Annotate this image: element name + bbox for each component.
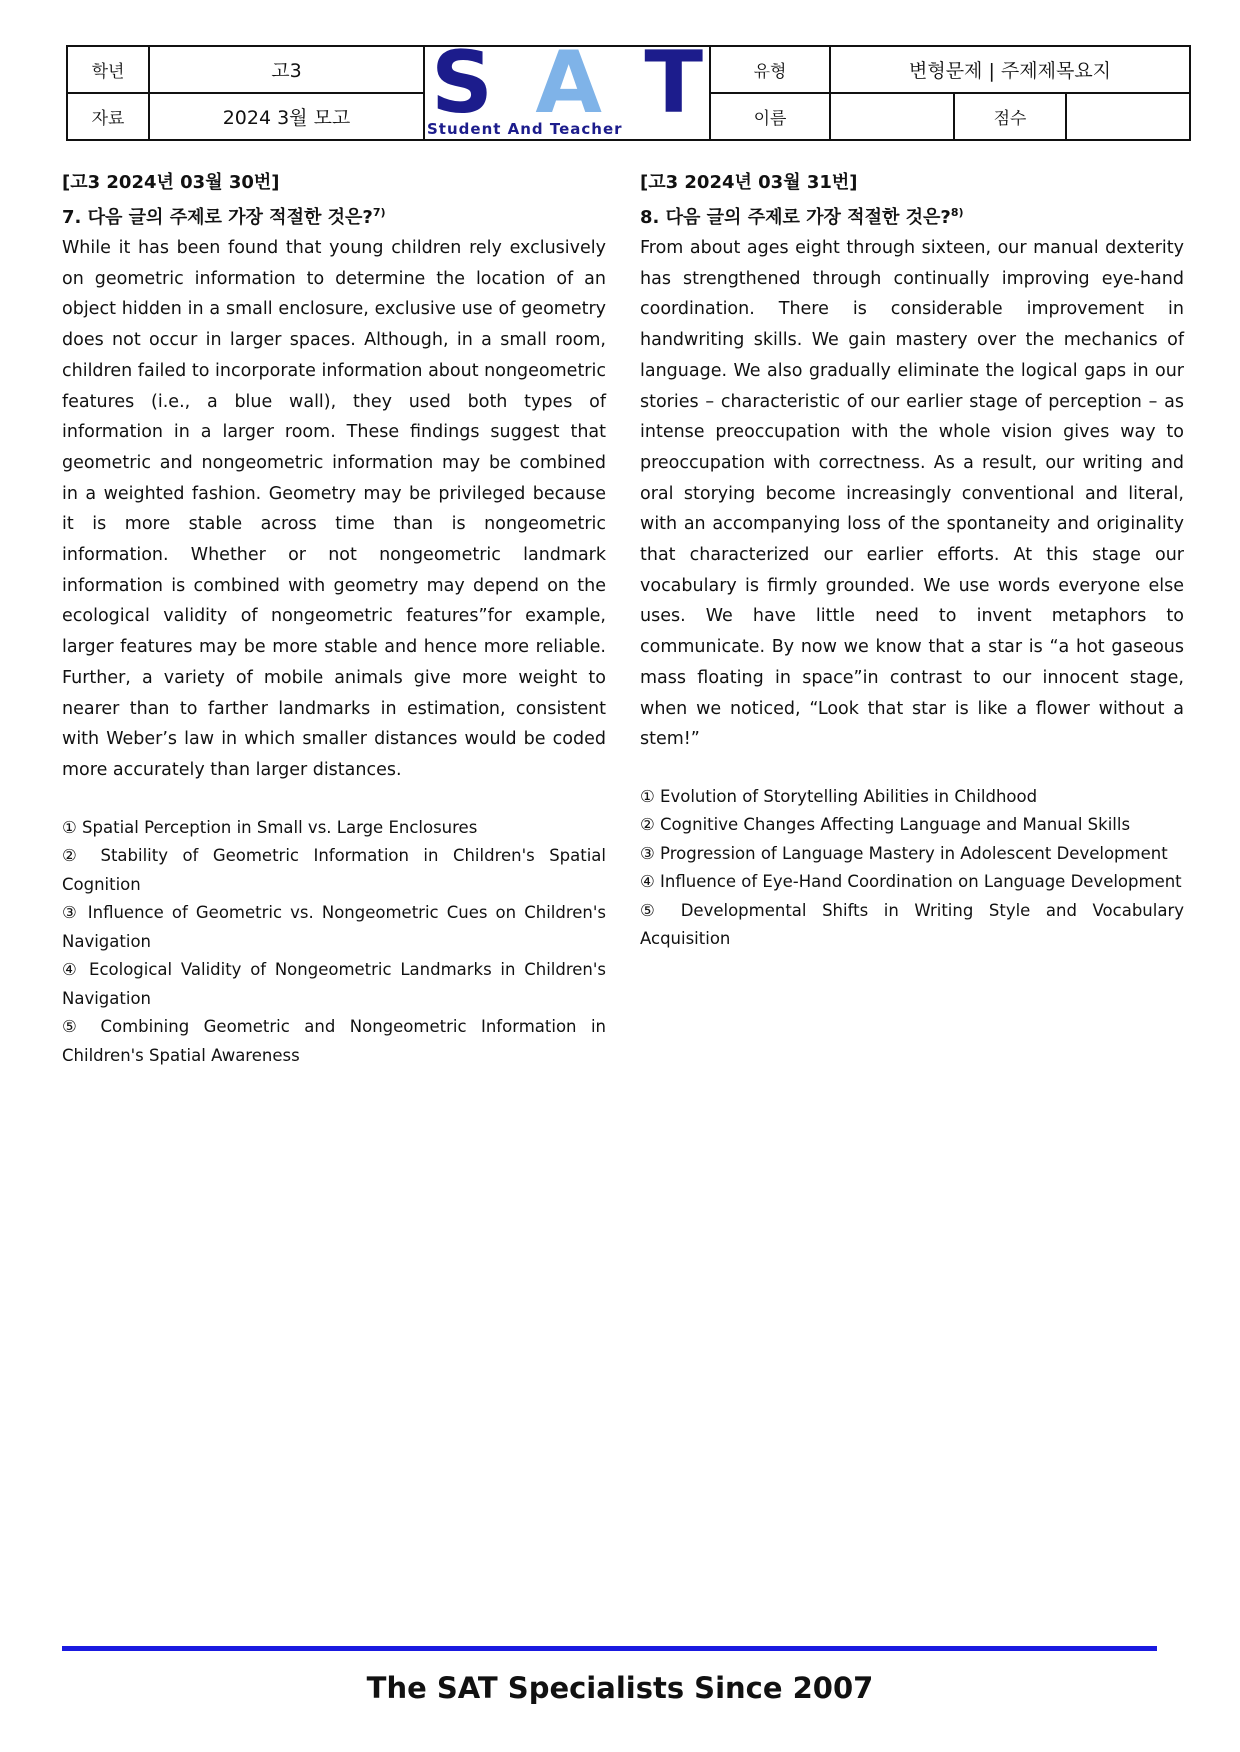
choice-4[interactable]: ④ Ecological Validity of Nongeometric Landmarks in Children's Navigation bbox=[62, 960, 606, 1008]
question-passage: From about ages eight through sixteen, our manual dexterity has strengthened through continually improving eye-hand coordination. There is considerable improvement in handwriting skills. We gain mastery over the mechanics of language. We also gradually eliminate the logical gaps in our stories – characteristic of our earlier stage of perception – as intense preoccupation with the whole vision gives way to preoccupation with correctness. As a result, our writing and oral storying become increasingly conventional and literal, with an accompanying loss of the spontaneity and originality that characterized our earlier efforts. At this stage our vocabulary is firmly grounded. We use words everyone else uses. We have little need to invent metaphors to communicate. By now we know that a star is “a hot gaseous mass floating in space”in contrast to our innocent stage, when we noticed, “Look that star is like a flower without a stem!” bbox=[640, 238, 1184, 750]
logo-letter-s: S bbox=[431, 47, 493, 133]
sat-logo bbox=[425, 47, 709, 139]
question-7 bbox=[62, 168, 606, 1070]
grade-label: 학년 bbox=[67, 46, 149, 93]
footer-divider bbox=[62, 1646, 1157, 1651]
score-field[interactable] bbox=[1066, 93, 1190, 140]
footer-slogan: The SAT Specialists Since 2007 bbox=[366, 1671, 874, 1705]
question-title: 7. 다음 글의 주제로 가장 적절한 것은?$^{7)}$ bbox=[62, 206, 386, 228]
question-passage: While it has been found that young children rely exclusively on geometric information to determine the location of an object hidden in a small enclosure, exclusive use of geometry does not occur in larger spaces. Although, in a small room, children failed to incorporate information about nongeometric features (i.e., a blue wall), they used both types of information in a larger room. These findings suggest that geometric and nongeometric information may be combined in a weighted fashion. Geometry may be privileged because it is more stable across time than is nongeometric information. Whether or not nongeometric landmark information is combined with geometry may depend on the ecological validity of nongeometric features”for example, larger features may be more stable and hence more reliable. Further, a variety of mobile animals give more weight to nearer than to farther landmarks in estimation, consistent with Weber’s law in which smaller distances would be coded more accurately than larger distances. bbox=[62, 238, 606, 780]
choice-5[interactable]: ⑤ Developmental Shifts in Writing Style and Vocabulary Acquisition bbox=[640, 900, 1184, 949]
material-value: 2024 3월 모고 bbox=[149, 93, 424, 140]
choice-5[interactable]: ⑤ Combining Geometric and Nongeometric Information in Children's Spatial Awareness bbox=[62, 1017, 606, 1065]
name-field[interactable] bbox=[830, 93, 954, 140]
logo-letter-a: A bbox=[535, 47, 602, 133]
score-label: 점수 bbox=[954, 93, 1066, 140]
answer-choices bbox=[640, 783, 1184, 954]
choice-1[interactable]: ① Evolution of Storytelling Abilities in Childhood bbox=[640, 786, 1038, 806]
choice-2[interactable]: ② Cognitive Changes Affecting Language and Manual Skills bbox=[640, 815, 1131, 835]
material-label: 자료 bbox=[67, 93, 149, 140]
type-label: 유형 bbox=[710, 46, 830, 93]
choice-1[interactable]: ① Spatial Perception in Small vs. Large Enclosures bbox=[62, 817, 478, 837]
footnote-mark: 8) bbox=[950, 206, 964, 219]
type-value: 변형문제 | 주제제목요지 bbox=[830, 46, 1190, 93]
choice-3[interactable]: ③ Influence of Geometric vs. Nongeometric Cues on Children's Navigation bbox=[62, 903, 606, 951]
logo-cell bbox=[424, 46, 710, 140]
logo-letter-t: T bbox=[644, 47, 703, 133]
question-title: 8. 다음 글의 주제로 가장 적절한 것은?$^{8)}$ bbox=[640, 206, 964, 228]
question-source: [고3 2024년 03월 30번] bbox=[62, 172, 280, 193]
question-source: [고3 2024년 03월 31번] bbox=[640, 172, 858, 193]
choice-4[interactable]: ④ Influence of Eye-Hand Coordination on Language Development bbox=[640, 872, 1182, 892]
footnote-mark: 7) bbox=[372, 206, 386, 219]
header-table bbox=[66, 45, 1191, 141]
question-8 bbox=[640, 168, 1184, 954]
answer-choices bbox=[62, 814, 606, 1071]
choice-3[interactable]: ③ Progression of Language Mastery in Adolescent Development bbox=[640, 843, 1168, 863]
grade-value: 고3 bbox=[149, 46, 424, 93]
name-label: 이름 bbox=[710, 93, 830, 140]
choice-2[interactable]: ② Stability of Geometric Information in Children's Spatial Cognition bbox=[62, 846, 606, 894]
logo-subtitle: Student And Teacher bbox=[427, 120, 623, 138]
